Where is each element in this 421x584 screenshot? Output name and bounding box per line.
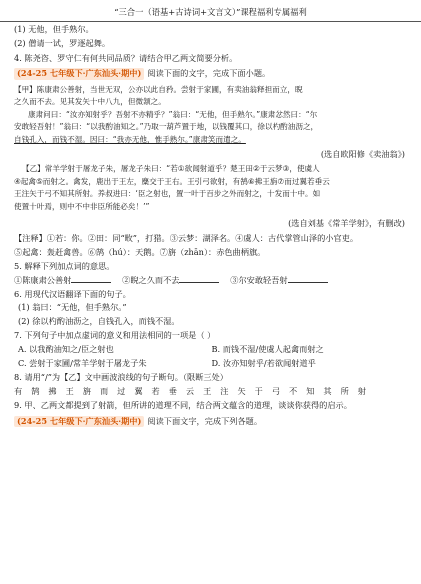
- question-6-title: 6. 用现代汉语翻译下面的句子。: [14, 288, 131, 299]
- option-b[interactable]: B. 而钱不湿/使虞人起禽而射之: [211, 344, 324, 355]
- passage-jia: [14, 84, 409, 147]
- q5-item-a: ①陈康肃公善射: [14, 274, 72, 285]
- option-c[interactable]: C. 尝射于家圃/常羊学射于屠龙子朱: [18, 358, 147, 368]
- footer-tag: (24-25 七年级下·广东汕头·期中): [14, 416, 144, 428]
- q5-item-b: ②睨之久而不去: [122, 274, 180, 285]
- main-content: [14, 24, 409, 429]
- question-6-a: (1) 翁曰：“无他，但手熟尔。”: [18, 302, 127, 313]
- passage-yi-line: 王注矢于弓不知其所射。养叔进曰：‘臣之射也，置一叶于百步之外而射之，十发而十中。如: [14, 189, 321, 199]
- passage-jia-source: (选自欧阳修《卖油翁》): [320, 149, 405, 160]
- header-title: “三合一（语基+古诗词+文言文）”: [114, 7, 241, 17]
- notes-line-1: 【注释】①若：你。②田：同“畋”，打猎。③云梦：湖泽名。④虞人：古代掌管山泽的小官吏。: [14, 232, 359, 243]
- question-4: 4. 陈尧咨、罗守仁有何共同品质？请结合甲乙两文简要分析。: [14, 52, 238, 63]
- passage-yi-line: ④起禽⑤而射之。禽发，鹿出于王左，麋交于王右。王引弓欲射，有鹄⑥拂王旃⑦而过翼若垂云: [14, 176, 330, 186]
- q5-item-c: ③尔安敢轻吾射: [230, 274, 288, 285]
- footer-heading: [14, 416, 409, 428]
- question-5-items: [14, 275, 409, 287]
- question-5-title: 5. 解释下列加点词的意思。: [14, 260, 115, 271]
- option-a[interactable]: A. 以我酌油知之/臣之射也: [18, 344, 114, 355]
- footer-intro: 阅读下面文字，完成下列各题。: [147, 415, 263, 426]
- passage-jia-line: 安敢轻吾射！”翁曰：“以我酌油知之。”乃取一葫芦置于地，以钱覆其口，徐以杓酌油沥之，: [14, 122, 319, 132]
- question-8-title: 8. 请用“/”为【乙】文中画波浪线的句子断句。（限断三处）: [14, 371, 228, 382]
- passage-jia-line: 之久而不去。见其发矢十中八九，但微颔之。: [14, 97, 166, 107]
- section-tag: (24-25 七年级下·广东汕头·期中): [14, 68, 144, 80]
- header-text: [0, 6, 421, 18]
- header-subtitle: 课程福利专属福利: [240, 7, 307, 17]
- q3-item-2: (2) 僧请一试，罗逐起舞。: [14, 37, 111, 48]
- page-header: [0, 0, 421, 22]
- question-8-sentence: 有 鹄 拂 王 旃 而 过 翼 若 垂 云 王 注 矢 于 弓 不 知 其 所 射: [14, 385, 370, 396]
- question-7-title: 7. 下列句子中加点虚词的意义和用法相同的一项是（ ）: [14, 330, 216, 341]
- section-intro: 阅读下面的文字，完成下面小题。: [147, 67, 271, 78]
- passage-yi-line: 【乙】常羊学射于屠龙子朱，屠龙子朱曰：“若①欲闻射道乎？楚王田②于云梦③，使虞人: [22, 164, 320, 174]
- notes-line-2: ⑤起禽：轰赶禽兽。⑥鹄（hú）：天鹅。⑦旃（zhān）：赤色曲柄旗。: [14, 246, 266, 257]
- passage-jia-line: 【甲】陈康肃公善射，当世无双，公亦以此自矜。尝射于家圃，有卖油翁释担而立，睨: [14, 84, 303, 94]
- question-9: 9. 甲、乙两文都提到了射箭，但所讲的道理不同，结合两文蕴含的道理，谈谈你获得的启示。: [14, 399, 352, 410]
- question-6-b: (2) 徐以杓酌油沥之，自钱孔入，而钱不湿。: [18, 316, 180, 327]
- q5-blank-a[interactable]: [71, 275, 111, 283]
- passage-jia-line: 自钱孔入，而钱不湿。因曰：“我亦无他，惟手熟尔。”康肃笑而遣之。: [14, 134, 246, 144]
- question-7-row-1: [14, 344, 409, 356]
- option-d[interactable]: D. 汝亦知射乎/若欲闻射道乎: [211, 358, 316, 368]
- passage-yi-source: (选自刘基《常羊学射》，有删改): [288, 218, 405, 229]
- q3-item-1: (1) 无他，但手熟尔。: [14, 24, 94, 34]
- section-heading: [14, 68, 409, 80]
- q5-blank-c[interactable]: [288, 275, 328, 283]
- q5-blank-b[interactable]: [179, 275, 219, 283]
- question-7-row-2: [14, 358, 409, 370]
- passage-yi: [14, 163, 409, 213]
- passage-jia-line: 康肃问曰：“汝亦知射乎？吾射不亦精乎？”翁曰：“无他，但手熟尔。”康肃忿然曰：“尔: [28, 109, 318, 119]
- passage-yi-line: 使置十叶焉，则中不中非臣所能必矣！’”: [14, 201, 150, 211]
